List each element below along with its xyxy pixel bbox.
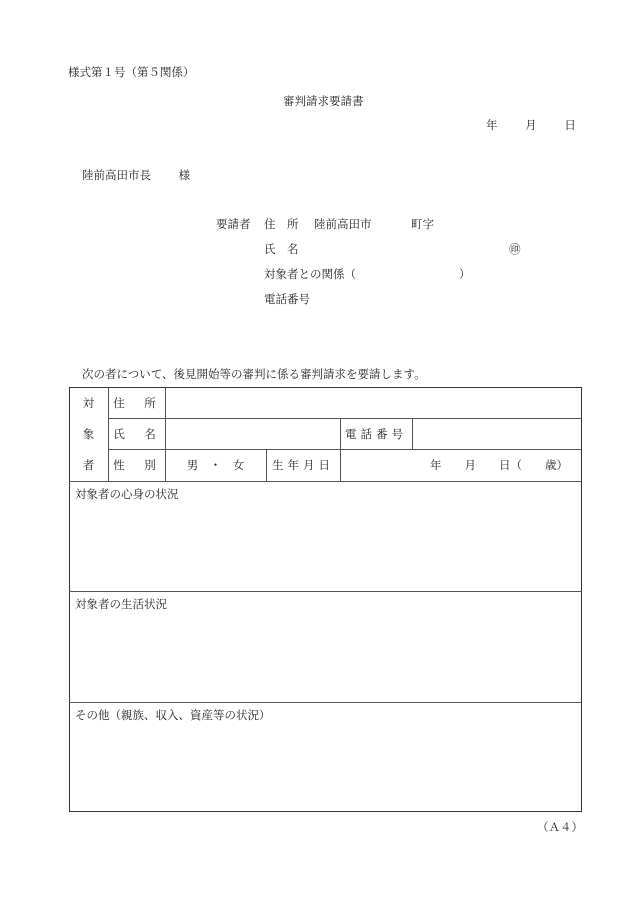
requester-phone-label: 電話番号 [264, 292, 310, 306]
subject-name-label: 氏 名 [113, 426, 160, 441]
subject-address-label: 住 所 [113, 395, 160, 410]
document-title: 審判請求要請書 [283, 94, 364, 108]
addressee-name: 陸前高田市長 [82, 168, 151, 182]
form-id: 様式第１号（第５関係） [68, 65, 195, 79]
addressee-honorific: 様 [178, 168, 191, 182]
requester-address-city: 陸前高田市 [314, 217, 372, 231]
side-label-2: 象 [82, 426, 95, 441]
date-line [486, 120, 576, 132]
mental-status-field[interactable] [70, 505, 580, 589]
seal-mark: ㊞ [509, 242, 521, 256]
side-label-3: 者 [82, 458, 95, 472]
living-status-label: 対象者の生活状況 [75, 597, 167, 611]
other-status-label: その他（親族、収入、資産等の状況） [75, 708, 271, 722]
paper-size-label: （Ａ４） [537, 820, 583, 834]
subject-phone-label: 電話番号 [344, 426, 408, 441]
subject-phone-field[interactable] [412, 418, 582, 449]
requester-label: 要請者 [216, 217, 251, 231]
mental-status-label: 対象者の心身の状況 [75, 487, 179, 501]
requester-name-label: 氏 名 [264, 242, 299, 256]
requester-relation-label: 対象者との関係（ [264, 267, 356, 281]
subject-gender-label: 性 別 [113, 458, 160, 472]
requester-address-town: 町字 [411, 217, 434, 231]
subject-birth-field[interactable]: 年 月 日（ 歳） [430, 458, 568, 472]
other-status-field[interactable] [70, 726, 580, 810]
subject-name-field[interactable] [165, 418, 340, 449]
addressee [82, 170, 190, 182]
date-year: 年 [486, 118, 498, 132]
requester-relation-close: ） [459, 267, 471, 281]
requester-address-label: 住 所 [264, 217, 299, 231]
date-month: 月 [525, 118, 537, 132]
subject-address-field[interactable] [165, 387, 582, 418]
side-label-1: 対 [82, 395, 95, 410]
intro-text: 次の者について、後見開始等の審判に係る審判請求を要請します。 [82, 367, 426, 381]
date-day: 日 [564, 118, 576, 132]
subject-birth-label: 生年月日 [271, 458, 335, 472]
living-status-field[interactable] [70, 615, 580, 700]
subject-gender-options[interactable]: 男 ・ 女 [186, 458, 245, 472]
